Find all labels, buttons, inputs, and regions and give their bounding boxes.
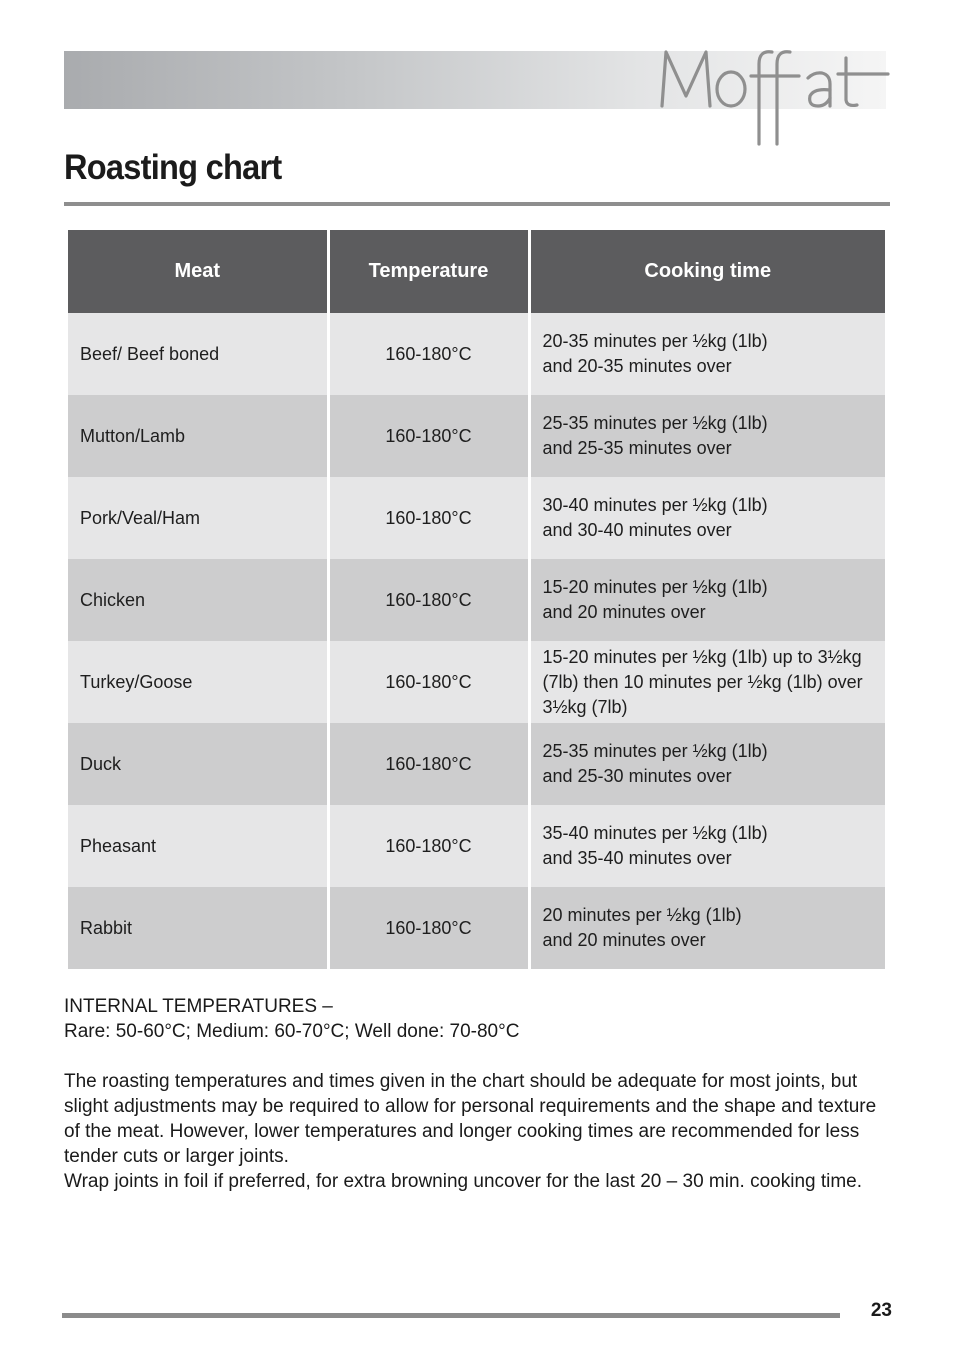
cooking-time-cell	[529, 805, 885, 887]
cooking-time-cell	[529, 313, 885, 395]
cooking-time-cell	[529, 641, 885, 723]
table-row	[68, 641, 885, 723]
cooking-time-line: 15-20 minutes per ½kg (1lb) up to 3½kg	[542, 646, 862, 667]
cooking-time-line: 15-20 minutes per ½kg (1lb)	[542, 577, 768, 597]
page-number: 23	[870, 1300, 892, 1321]
temperature-cell: 160-180°C	[328, 313, 529, 395]
temperature-cell: 160-180°C	[328, 477, 529, 559]
table-row	[68, 723, 885, 805]
meat-cell: Beef/ Beef boned	[68, 313, 328, 395]
cooking-time-line: 3½kg (7lb)	[542, 696, 628, 717]
cooking-time-cell	[529, 723, 885, 805]
cooking-time-cell	[529, 887, 885, 969]
title-divider	[64, 202, 890, 206]
cooking-time-line: 35-40 minutes per ½kg (1lb)	[542, 823, 768, 843]
table-row	[68, 559, 885, 641]
internal-temperatures-values: Rare: 50-60°C; Medium: 60-70°C; Well done: 70-80°C	[64, 1021, 520, 1042]
column-header-temperature: Temperature	[328, 230, 529, 313]
roasting-guidance-paragraph: The roasting temperatures and times given in the chart should be adequate for most joints, but slight adjustments may be required to allow for personal requirements and the shape and texture of the meat. However, lower temperatures and longer cooking times are recommended for less tender cuts or larger joints.	[64, 1071, 877, 1167]
cooking-time-line: and 20-35 minutes over	[542, 356, 732, 376]
table-row	[68, 805, 885, 887]
table-row	[68, 887, 885, 969]
meat-cell: Duck	[68, 723, 328, 805]
notes-section	[64, 994, 894, 1194]
footer-divider	[62, 1313, 840, 1318]
cooking-time-cell	[529, 477, 885, 559]
meat-cell: Chicken	[68, 559, 328, 641]
cooking-time-line: 30-40 minutes per ½kg (1lb)	[542, 495, 768, 515]
temperature-cell: 160-180°C	[328, 723, 529, 805]
meat-cell: Pork/Veal/Ham	[68, 477, 328, 559]
meat-cell: Pheasant	[68, 805, 328, 887]
temperature-cell: 160-180°C	[328, 395, 529, 477]
cooking-time-line: 20 minutes per ½kg (1lb)	[542, 905, 742, 925]
cooking-time-cell	[529, 559, 885, 641]
cooking-time-line: 20-35 minutes per ½kg (1lb)	[542, 331, 768, 351]
cooking-time-line: and 25-30 minutes over	[542, 766, 732, 786]
cooking-time-line: and 35-40 minutes over	[542, 848, 732, 868]
meat-cell: Mutton/Lamb	[68, 395, 328, 477]
temperature-cell: 160-180°C	[328, 887, 529, 969]
temperature-cell: 160-180°C	[328, 641, 529, 723]
column-header-meat: Meat	[68, 230, 328, 313]
table-header-row	[68, 230, 885, 313]
cooking-time-line: and 30-40 minutes over	[542, 520, 732, 540]
column-header-cooking-time: Cooking time	[529, 230, 885, 313]
cooking-time-line: and 20 minutes over	[542, 602, 706, 622]
meat-cell: Turkey/Goose	[68, 641, 328, 723]
cooking-time-line: and 20 minutes over	[542, 930, 706, 950]
internal-temperatures-heading: INTERNAL TEMPERATURES –	[64, 996, 333, 1017]
paragraph-spacer	[64, 1044, 894, 1069]
foil-tip-paragraph: Wrap joints in foil if preferred, for extra browning uncover for the last 20 – 30 min. cooking time.	[64, 1171, 863, 1192]
moffat-logo	[656, 44, 891, 152]
page-title: Roasting chart	[64, 148, 282, 187]
cooking-time-line: (7lb) then 10 minutes per ½kg (1lb) over	[542, 671, 863, 692]
temperature-cell: 160-180°C	[328, 805, 529, 887]
cooking-time-line: and 25-35 minutes over	[542, 438, 732, 458]
roasting-table	[68, 230, 885, 969]
table-row	[68, 477, 885, 559]
table-row	[68, 313, 885, 395]
temperature-cell: 160-180°C	[328, 559, 529, 641]
meat-cell: Rabbit	[68, 887, 328, 969]
table-row	[68, 395, 885, 477]
cooking-time-cell	[529, 395, 885, 477]
cooking-time-line: 25-35 minutes per ½kg (1lb)	[542, 413, 768, 433]
cooking-time-line: 25-35 minutes per ½kg (1lb)	[542, 741, 768, 761]
